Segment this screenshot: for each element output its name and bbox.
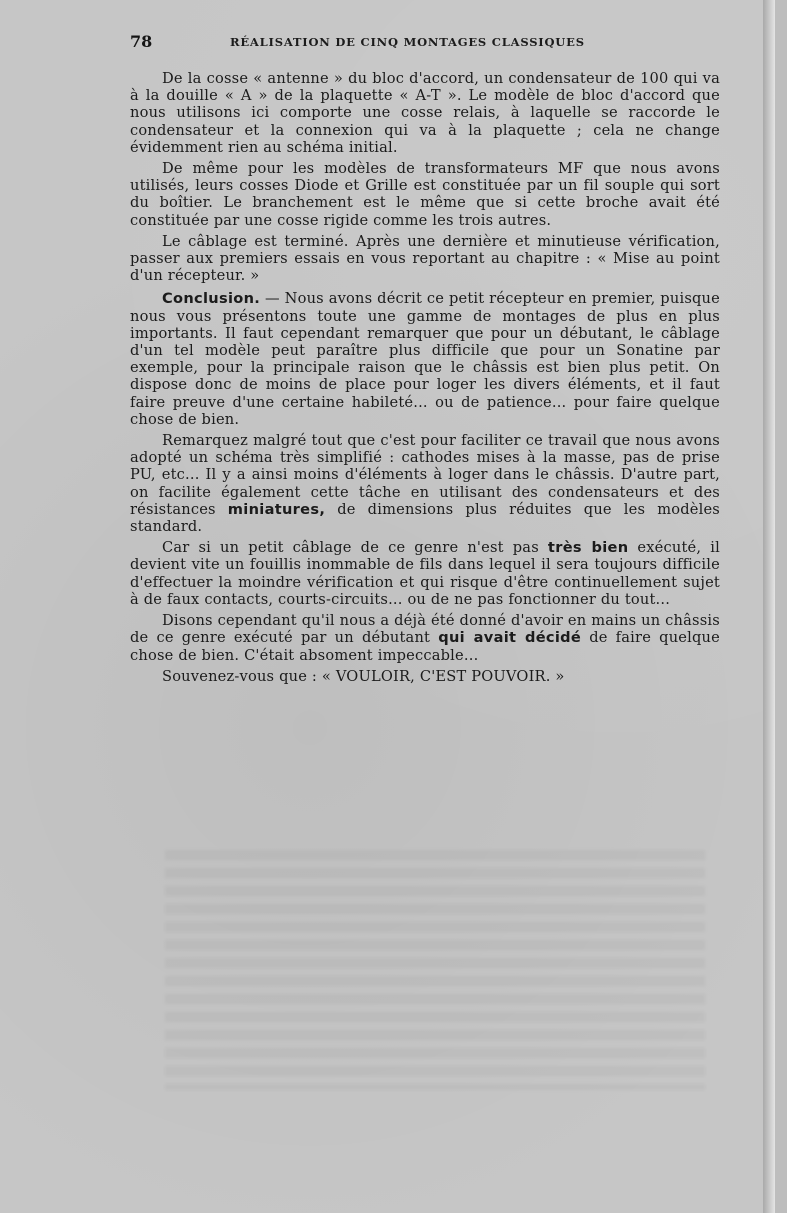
qui-avait-decide-emphasis: qui avait décidé [438,629,582,647]
beginner-example-text-a: Disons cependant qu'il nous a déjà été donné d'avoir en mains un châssis de ce genre exécuté par un débutant [130,612,720,647]
running-title: RÉALISATION DE CINQ MONTAGES CLASSIQUES [230,35,585,49]
simplified-schema-text-a: Remarquez malgré tout que c'est pour faciliter ce travail que nous avons adopté un schéma très simplifié : cathodes mises à la masse, pas de prise PU, etc... Il y a ainsi moins d'éléments à loger dans le châssis. D'autre part, on facilite également cette tâche en utilisant des condensateurs et des résistances [130,432,720,518]
paragraph-antenna: De la cosse « antenne » du bloc d'accord, un condensateur de 100 qui va à la douille « A » de la plaquette « A-T ». Le modèle de bloc d'accord que nous utilisons ici comporte une cosse relais, à laquelle se raccorde le condensateur et la connexion qui va à la plaquette ; cela ne change évidemment rien au schéma initial. [130,70,720,156]
page-header [130,32,720,54]
paragraph-motto: Souvenez-vous que : « VOULOIR, C'EST POUVOIR. » [162,667,565,685]
page-number: 78 [130,32,153,51]
show-through-text [165,850,705,1090]
paragraph-simplified-schema [130,432,720,535]
paragraph-conclusion [130,290,720,428]
paragraph-wiring-quality [130,539,720,608]
beginner-example-text-b: de faire quelque chose de bien. C'était absoment impeccable... [130,629,720,664]
simplified-schema-text-b: de dimensions plus réduites que les modèles standard. [130,500,721,536]
wiring-quality-text-a: Car si un petit câblage de ce genre n'est pas [162,539,548,557]
conclusion-text: — Nous avons décrit ce petit récepteur en premier, puisque nous vous présentons toute une gamme de montages de plus en plus importants. Il faut cependant remarquer que pour un débutant, le câblage d'un tel modèle peut paraître plus difficile que pour un Sonatine par exemple, pour la principale raison que le châssis est bien plus petit. On dispose donc de moins de place pour loger les divers éléments, et il faut faire preuve d'une certaine habileté... ou de patience... pour faire quelque chose de bien. [130,290,720,428]
paragraph-wiring-done: Le câblage est terminé. Après une dernière et minutieuse vérification, passer aux premiers essais en vous reportant au chapitre : « Mise au point d'un récepteur. » [130,232,720,285]
tres-bien-emphasis: très bien [547,539,629,557]
body-text [130,70,720,689]
wiring-quality-text-b: exécuté, il devient vite un fouillis inommable de fils dans lequel il sera toujours difficile d'effectuer la moindre vérification et qui risque d'être continuellement sujet à de faux contacts, courts-circuits... ou de ne pas fonctionner du tout... [130,539,720,608]
conclusion-heading: Conclusion. [162,290,261,308]
page-edge-shadow [763,0,775,1213]
paragraph-transformers: De même pour les modèles de transformateurs MF que nous avons utilisés, leurs cosses Diode et Grille est constituée par un fil souple qui sort du boîtier. Le branchement est le même que si cette broche avait été constituée par une cosse rigide comme les trois autres. [130,160,720,229]
paragraph-beginner-example [130,612,720,664]
miniatures-emphasis: miniatures, [227,500,326,518]
